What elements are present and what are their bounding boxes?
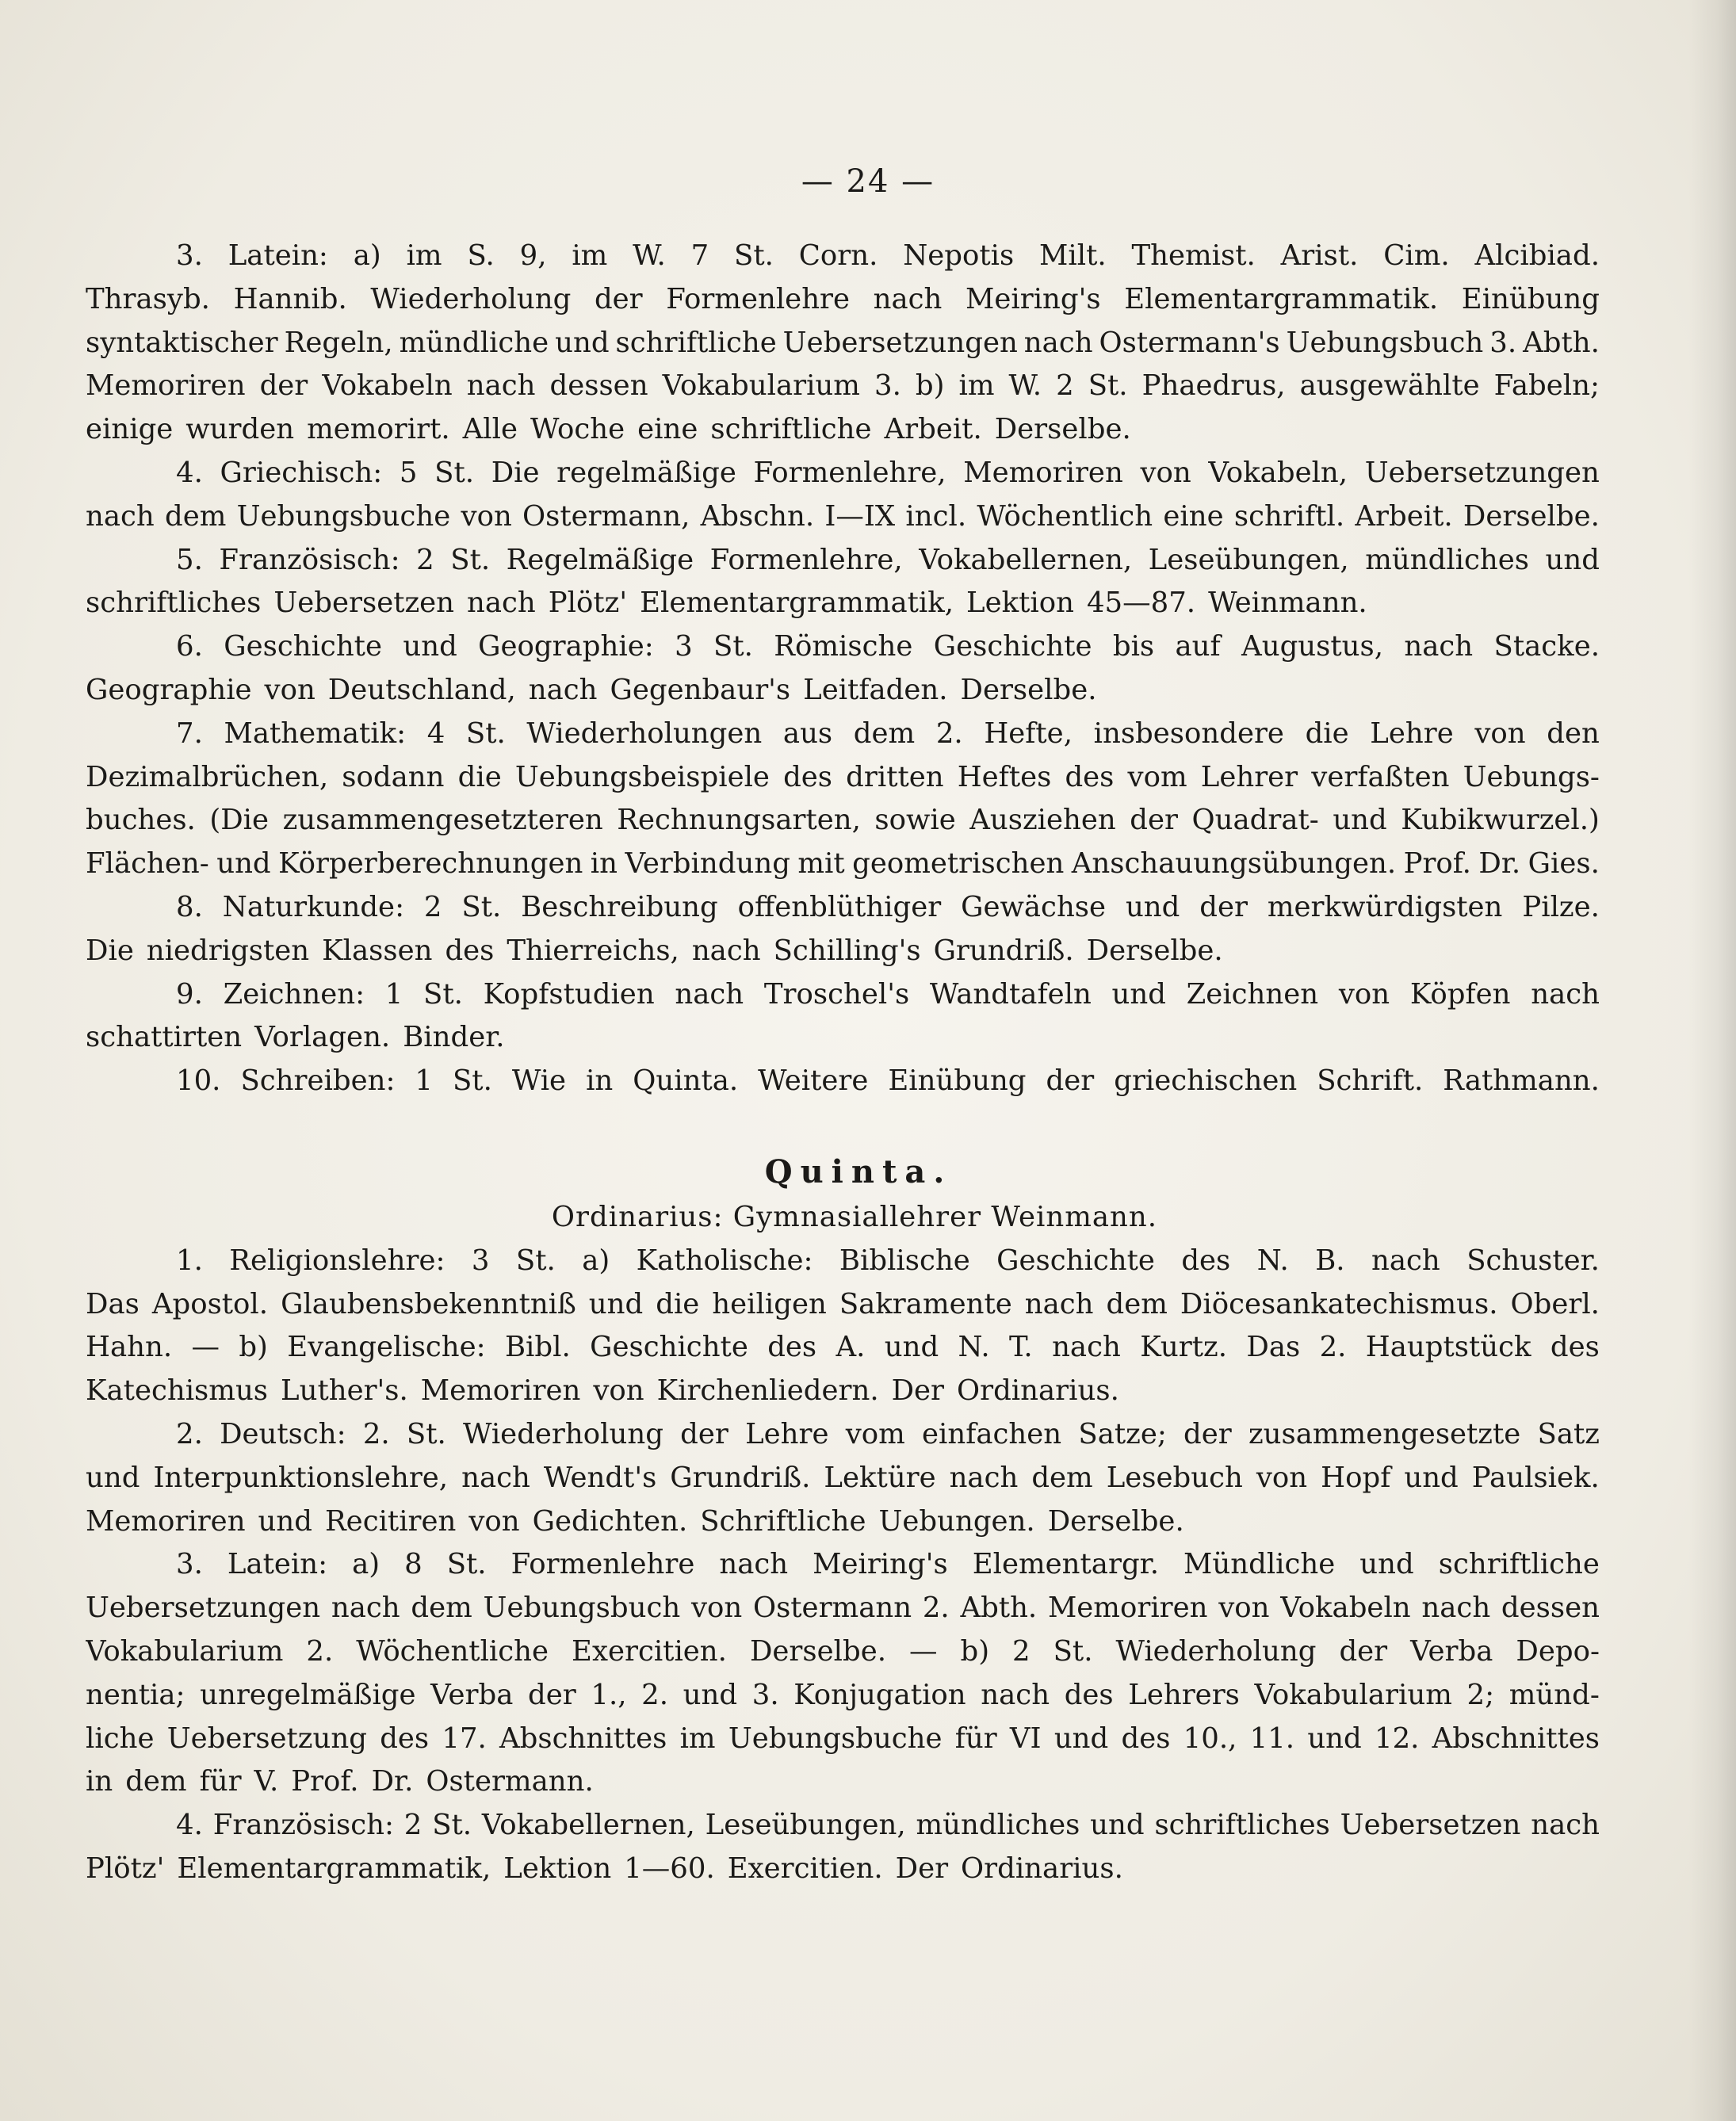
text-line: Die niedrigsten Klassen des Thierreichs, nach Schilling's Grundriß. Derselbe. <box>86 934 1223 967</box>
text-line: 6. Geschichte und Geographie: 3 St. Römische Geschichte bis auf Augustus, nach Stacke. <box>176 630 1600 663</box>
paragraph-schreiben <box>86 1060 1600 1103</box>
text-line: schattirten Vorlagen. Binder. <box>86 1021 505 1054</box>
paragraph-zeichnen <box>86 973 1600 1060</box>
text-line: in dem für V. Prof. Dr. Ostermann. <box>86 1765 594 1798</box>
text-line: Memoriren der Vokabeln nach dessen Vokabularium 3. b) im W. 2 St. Phaedrus, ausgewählte Fabeln; <box>86 369 1600 403</box>
ordinarius-line: Ordinarius: Gymnasiallehrer Weinmann. <box>551 1200 1158 1233</box>
paragraph-religion <box>86 1240 1600 1413</box>
paragraph-deutsch <box>86 1413 1600 1543</box>
page-edge-shadow <box>1688 0 1736 2121</box>
text-line: 4. Französisch: 2 St. Vokabellernen, Leseübungen, mündliches und schriftliches Uebersetzen nach <box>176 1809 1600 1842</box>
text-line: 7. Mathematik: 4 St. Wiederholungen aus dem 2. Hefte, insbesondere die Lehre von den <box>176 717 1600 750</box>
text-line: Katechismus Luther's. Memoriren von Kirchenliedern. Der Ordinarius. <box>86 1374 1119 1408</box>
paragraph-geschichte <box>86 625 1600 713</box>
text-line: 5. Französisch: 2 St. Regelmäßige Formenlehre, Vokabellernen, Leseübungen, mündliches und <box>176 543 1600 576</box>
paragraph-franzoesisch-quinta <box>86 1804 1600 1891</box>
paragraph-latein-sexta <box>86 235 1600 452</box>
text-line: liche Uebersetzung des 17. Abschnittes im Uebungsbuche für VI und des 10., 11. und 12. Abschnittes <box>86 1722 1600 1755</box>
text-line: Uebersetzungen nach dem Uebungsbuch von Ostermann 2. Abth. Memoriren von Vokabeln nach dessen <box>86 1592 1600 1625</box>
paragraph-mathematik <box>86 713 1600 886</box>
section-gap <box>86 1103 1600 1148</box>
text-line: 8. Naturkunde: 2 St. Beschreibung offenblüthiger Gewächse und der merkwürdigsten Pilze. <box>176 890 1600 923</box>
section-heading-quinta: Quinta. <box>764 1152 953 1190</box>
text-line: und Interpunktionslehre, nach Wendt's Grundriß. Lektüre nach dem Lesebuch von Hopf und Paulsiek. <box>86 1461 1600 1494</box>
text-line: schriftliches Uebersetzen nach Plötz' Elementargrammatik, Lektion 45—87. Weinmann. <box>86 587 1367 620</box>
text-line: Memoriren und Recitiren von Gedichten. Schriftliche Uebungen. Derselbe. <box>86 1504 1184 1538</box>
paragraph-latein-quinta <box>86 1543 1600 1804</box>
text-line: nach dem Uebungsbuche von Ostermann, Abschn. I—IX incl. Wöchentlich eine schriftl. Arbeit. Derselbe. <box>86 499 1600 533</box>
text-line: 1. Religionslehre: 3 St. a) Katholische: Biblische Geschichte des N. B. nach Schuster. <box>176 1244 1600 1277</box>
text-line: buches. (Die zusammengesetzteren Rechnungsarten, sowie Ausziehen der Quadrat- und Kubikwurzel.) <box>86 804 1600 837</box>
paragraph-naturkunde <box>86 886 1600 973</box>
text-line: 3. Latein: a) 8 St. Formenlehre nach Meiring's Elementargr. Mündliche und schriftliche <box>176 1548 1600 1581</box>
text-line: 3. Latein: a) im S. 9, im W. 7 St. Corn. Nepotis Milt. Themist. Arist. Cim. Alcibiad. <box>176 239 1600 272</box>
text-line: 10. Schreiben: 1 St. Wie in Quinta. Weitere Einübung der griechischen Schrift. Rathmann. <box>176 1064 1600 1098</box>
page-text <box>86 235 1600 1891</box>
page-number: — 24 — <box>801 163 935 200</box>
text-line: Flächen- und Körperberechnungen in Verbindung mit geometrischen Anschauungsübungen. Prof. Dr. Gies. <box>86 847 1600 881</box>
paragraph-griechisch <box>86 452 1600 539</box>
text-line: Hahn. — b) Evangelische: Bibl. Geschichte des A. und N. T. nach Kurtz. Das 2. Hauptstück des <box>86 1331 1600 1364</box>
text-line: nentia; unregelmäßige Verba der 1., 2. und 3. Konjugation nach des Lehrers Vokabularium 2; münd- <box>86 1678 1600 1711</box>
text-line: einige wurden memorirt. Alle Woche eine schriftliche Arbeit. Derselbe. <box>86 413 1131 446</box>
text-line: Thrasyb. Hannib. Wiederholung der Formenlehre nach Meiring's Elementargrammatik. Einübung <box>86 282 1600 315</box>
text-line: syntaktischer Regeln, mündliche und schriftliche Uebersetzungen nach Ostermann's Uebungsbuch 3. Abth. <box>86 326 1600 359</box>
text-line: 4. Griechisch: 5 St. Die regelmäßige Formenlehre, Memoriren von Vokabeln, Uebersetzungen <box>176 456 1600 489</box>
text-line: Dezimalbrüchen, sodann die Uebungsbeispiele des dritten Heftes des vom Lehrer verfaßten Uebungs- <box>86 760 1600 793</box>
text-line: Das Apostol. Glaubensbekenntniß und die heiligen Sakramente nach dem Diöcesankatechismus. Oberl. <box>86 1287 1600 1320</box>
text-line: Vokabularium 2. Wöchentliche Exercitien. Derselbe. — b) 2 St. Wiederholung der Verba Depo- <box>86 1634 1600 1668</box>
text-line: 9. Zeichnen: 1 St. Kopfstudien nach Troschel's Wandtafeln und Zeichnen von Köpfen nach <box>176 977 1600 1011</box>
paragraph-franzoesisch-sexta <box>86 539 1600 626</box>
text-line: Plötz' Elementargrammatik, Lektion 1—60. Exercitien. Der Ordinarius. <box>86 1852 1123 1885</box>
text-line: 2. Deutsch: 2. St. Wiederholung der Lehre vom einfachen Satze; der zusammengesetzte Satz <box>176 1417 1600 1450</box>
text-line: Geographie von Deutschland, nach Gegenbaur's Leitfaden. Derselbe. <box>86 673 1097 706</box>
